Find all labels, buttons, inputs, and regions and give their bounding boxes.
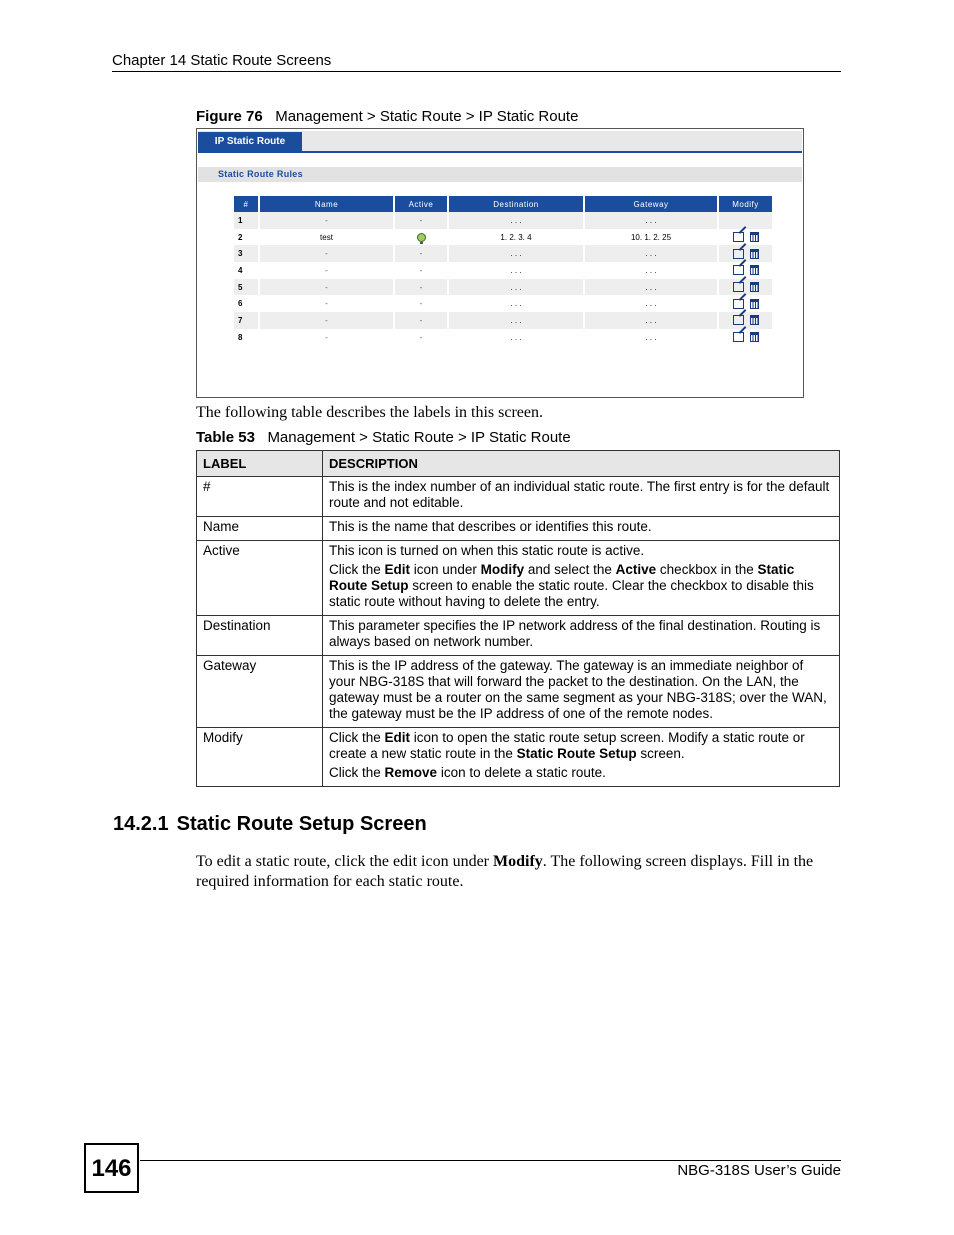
route-active: - xyxy=(395,245,447,262)
label-description-table xyxy=(196,450,840,787)
route-active: - xyxy=(395,312,447,329)
edit-icon[interactable] xyxy=(733,299,744,309)
text-run: icon to open the static route setup screen. Modify a static route or create a new static route in the xyxy=(329,730,805,761)
guide-title: NBG-318S User’s Guide xyxy=(677,1162,841,1179)
text-run: This is the name that describes or identifies this route. xyxy=(329,519,652,534)
remove-icon[interactable] xyxy=(750,315,759,325)
figure-label: Figure 76 xyxy=(196,108,263,125)
text-run: Click the xyxy=(329,765,385,780)
text-run: This is the IP address of the gateway. The gateway is an immediate neighbor of your NBG-318S that will forward the packet to the destination. On the LAN, the gateway must be a router on the same segment as your NBG-318S; over the WAN, the gateway must be the IP address of one of the remote nodes. xyxy=(329,658,827,721)
route-row xyxy=(234,212,772,229)
route-destination: . . . xyxy=(449,245,583,262)
route-modify xyxy=(719,329,772,346)
col-active: Active xyxy=(395,196,447,212)
tab-underline xyxy=(198,151,802,153)
desc-row xyxy=(197,477,840,517)
footer-rule xyxy=(140,1160,841,1161)
route-index: 5 xyxy=(234,279,258,296)
route-name: test xyxy=(320,232,333,242)
bold-term: Modify xyxy=(493,853,543,870)
figure-title: Management > Static Route > IP Static Route xyxy=(275,108,579,125)
bold-term: Static Route Setup xyxy=(329,562,795,593)
route-name: - xyxy=(325,265,328,275)
route-active xyxy=(395,229,447,246)
route-gateway: . . . xyxy=(585,279,717,296)
bold-term: Active xyxy=(615,562,657,577)
desc-row xyxy=(197,728,840,787)
route-name: - xyxy=(260,212,393,229)
route-active: - xyxy=(395,279,447,296)
text-run: screen to enable the static route. Clear the checkbox to disable this static route without having to delete the entry. xyxy=(329,578,814,609)
text-run: This parameter specifies the IP network address of the final destination. Routing is always based on network number. xyxy=(329,618,821,649)
chapter-header: Chapter 14 Static Route Screens xyxy=(112,52,332,69)
figure-screenshot xyxy=(196,128,804,398)
remove-icon[interactable] xyxy=(750,265,759,275)
desc-text xyxy=(323,656,840,728)
desc-paragraph xyxy=(329,730,833,762)
route-gateway: . . . xyxy=(585,312,717,329)
text-run: . The following screen displays. Fill in the required information for each static route. xyxy=(196,853,814,890)
text-run: This icon is turned on when this static route is active. xyxy=(329,543,645,558)
route-active: - xyxy=(395,212,447,229)
bold-term: Remove xyxy=(384,765,438,780)
text-run: Click the xyxy=(329,730,385,745)
table-title: Management > Static Route > IP Static Route xyxy=(267,429,571,446)
text-run: checkbox in the xyxy=(656,562,758,577)
bold-term: Modify xyxy=(480,562,525,577)
intro-text: The following table describes the labels in this screen. xyxy=(196,404,544,421)
remove-icon[interactable] xyxy=(750,232,759,242)
route-destination: . . . xyxy=(449,312,583,329)
remove-icon[interactable] xyxy=(750,332,759,342)
desc-paragraph xyxy=(329,618,833,650)
section-band xyxy=(198,167,802,182)
bold-term: Edit xyxy=(384,730,411,745)
route-index: 6 xyxy=(238,299,243,309)
desc-row xyxy=(197,517,840,541)
route-row xyxy=(234,295,772,312)
route-gateway: 10. 1. 2. 25 xyxy=(630,232,672,242)
bold-term: Static Route Setup xyxy=(516,746,637,761)
body-paragraph xyxy=(196,852,841,892)
route-index: 3 xyxy=(234,245,258,262)
route-index: 1 xyxy=(234,212,258,229)
desc-header-row xyxy=(197,451,840,477)
desc-label: Gateway xyxy=(197,656,323,728)
desc-label: Modify xyxy=(197,728,323,787)
route-gateway: . . . xyxy=(585,245,717,262)
edit-icon[interactable] xyxy=(733,315,744,325)
desc-paragraph xyxy=(329,658,833,722)
route-destination: . . . xyxy=(510,299,522,309)
desc-row xyxy=(197,656,840,728)
route-row xyxy=(234,312,772,329)
route-destination: . . . xyxy=(449,212,583,229)
col-name: Name xyxy=(260,196,393,212)
route-row xyxy=(234,279,772,296)
text-run: This is the index number of an individual static route. The first entry is for the default route and not editable. xyxy=(329,479,830,510)
edit-icon[interactable] xyxy=(733,232,744,242)
desc-body xyxy=(197,477,840,787)
col-gateway: Gateway xyxy=(585,196,717,212)
route-row xyxy=(234,229,772,246)
desc-paragraph xyxy=(329,479,833,511)
edit-icon[interactable] xyxy=(733,249,744,259)
route-active: - xyxy=(419,332,423,342)
text-run: icon to delete a static route. xyxy=(437,765,606,780)
table-label: Table 53 xyxy=(196,429,255,446)
desc-label: Active xyxy=(197,541,323,616)
static-route-rules-table xyxy=(232,196,774,346)
remove-icon[interactable] xyxy=(750,249,759,259)
route-gateway: . . . xyxy=(585,212,717,229)
text-run: icon under xyxy=(410,562,481,577)
desc-text xyxy=(323,541,840,616)
rules-header-row xyxy=(234,196,772,212)
section-band-title: Static Route Rules xyxy=(218,169,303,179)
section-heading xyxy=(113,813,427,836)
text-run: To edit a static route, click the edit icon under xyxy=(196,853,493,870)
active-bulb-icon xyxy=(417,233,426,242)
edit-icon[interactable] xyxy=(733,332,744,342)
route-row xyxy=(234,245,772,262)
desc-paragraph xyxy=(329,562,833,610)
col-modify: Modify xyxy=(719,196,772,212)
section-number: 14.2.1 xyxy=(113,813,169,835)
edit-icon[interactable] xyxy=(733,265,744,275)
desc-paragraph xyxy=(329,765,833,781)
text-run: Click the xyxy=(329,562,385,577)
route-row xyxy=(234,329,772,346)
route-destination: . . . xyxy=(510,332,522,342)
desc-row xyxy=(197,541,840,616)
route-destination: . . . xyxy=(510,265,522,275)
route-destination: 1. 2. 3. 4 xyxy=(500,232,532,242)
edit-icon[interactable] xyxy=(733,282,744,292)
route-row xyxy=(234,262,772,279)
desc-text xyxy=(323,728,840,787)
figure-caption xyxy=(196,108,578,125)
route-gateway: . . . xyxy=(645,332,657,342)
remove-icon[interactable] xyxy=(750,299,759,309)
route-index: 2 xyxy=(238,232,243,242)
desc-paragraph xyxy=(329,519,833,535)
remove-icon[interactable] xyxy=(750,282,759,292)
header-label: LABEL xyxy=(197,451,323,477)
page-number: 146 xyxy=(84,1143,139,1193)
desc-label: Name xyxy=(197,517,323,541)
route-name: - xyxy=(260,312,393,329)
route-gateway: . . . xyxy=(645,265,657,275)
rules-body xyxy=(234,212,772,346)
route-name: - xyxy=(260,279,393,296)
route-active: - xyxy=(419,299,423,309)
header-rule xyxy=(112,71,841,72)
desc-text xyxy=(323,616,840,656)
section-title: Static Route Setup Screen xyxy=(176,813,427,835)
route-destination: . . . xyxy=(449,279,583,296)
text-run: screen. xyxy=(636,746,685,761)
route-name: - xyxy=(325,299,328,309)
desc-text xyxy=(323,477,840,517)
text-run: and select the xyxy=(524,562,616,577)
route-name: - xyxy=(325,332,328,342)
route-index: 4 xyxy=(238,265,243,275)
col-index: # xyxy=(234,196,258,212)
tab-ip-static-route[interactable]: IP Static Route xyxy=(198,132,302,151)
route-gateway: . . . xyxy=(645,299,657,309)
desc-label: # xyxy=(197,477,323,517)
desc-row xyxy=(197,616,840,656)
route-name: - xyxy=(260,245,393,262)
col-destination: Destination xyxy=(449,196,583,212)
bold-term: Edit xyxy=(384,562,411,577)
route-active: - xyxy=(419,265,423,275)
desc-paragraph xyxy=(329,543,833,559)
desc-label: Destination xyxy=(197,616,323,656)
header-description: DESCRIPTION xyxy=(323,451,840,477)
table-caption xyxy=(196,429,571,446)
desc-text xyxy=(323,517,840,541)
route-index: 7 xyxy=(234,312,258,329)
route-index: 8 xyxy=(238,332,243,342)
